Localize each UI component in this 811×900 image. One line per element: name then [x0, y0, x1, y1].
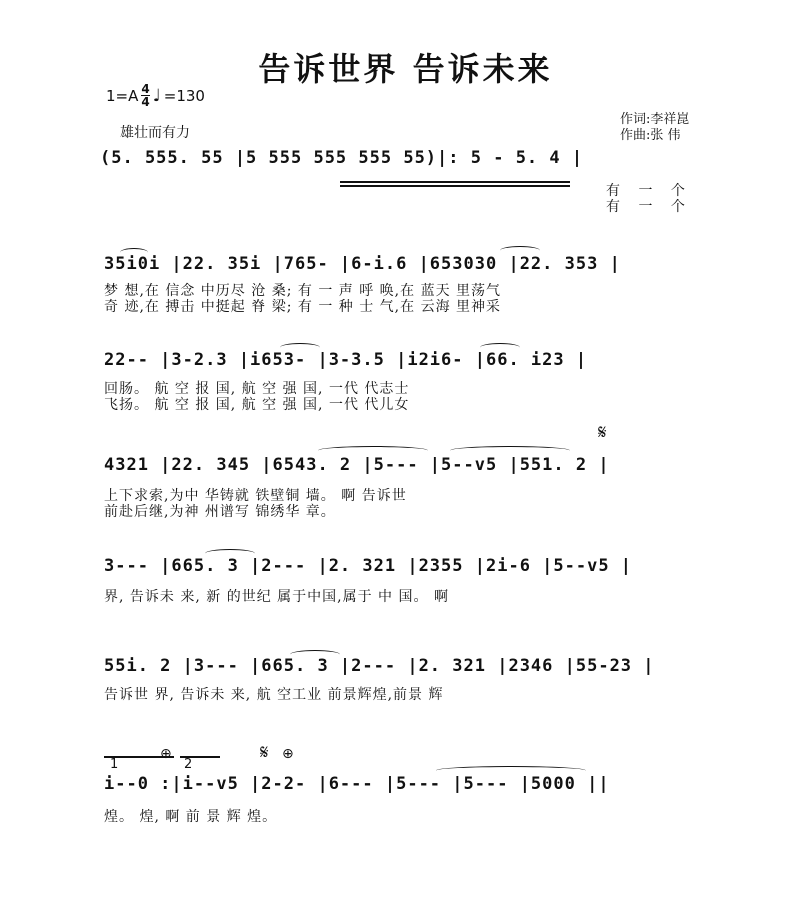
- segno-icon: 𝄋: [260, 740, 269, 764]
- key-tempo: [106, 83, 205, 108]
- lyrics-row-2-verse-2: 奇 迹,在 搏击 中挺起 脊 梁; 有 一 种 士 气,在 云海 里神采: [104, 299, 502, 315]
- lyrics-row-2-verse-1: 梦 想,在 信念 中历尽 沧 桑; 有 一 声 呼 唤,在 蓝天 里荡气: [104, 283, 502, 299]
- lyrics-row-7: 煌。 煌, 啊 前 景 辉 煌。: [104, 809, 278, 825]
- lyrics-row-4-verse-2: 前赴后继,为神 州谱写 锦绣华 章。: [104, 504, 336, 520]
- slur: [290, 650, 340, 659]
- slur: [318, 446, 428, 455]
- slur: [120, 248, 148, 257]
- slur: [280, 343, 320, 352]
- lyrics-row-5: 界, 告诉未 来, 新 的世纪 属于中国,属于 中 国。 啊: [104, 589, 449, 605]
- composer: 作曲:张 伟: [620, 128, 681, 143]
- lyricist: 作词:李祥崑: [620, 112, 690, 127]
- beam: [340, 181, 570, 183]
- song-title: 告诉世界 告诉未来: [258, 50, 553, 88]
- expression-mark: 雄壮而有力: [120, 125, 190, 141]
- lyrics-row-3-verse-2: 飞扬。 航 空 报 国, 航 空 强 国, 一代 代儿女: [104, 397, 410, 413]
- lyrics-row-6: 告诉世 界, 告诉未 来, 航 空工业 前景辉煌,前景 辉: [104, 687, 444, 703]
- volta-1-label: 1: [110, 757, 119, 772]
- notation-row-4: 4321 |22. 345 |6543. 2 |5--- |5--v5 |551. 2 |: [104, 455, 610, 475]
- coda-icon: ⊕: [160, 746, 172, 762]
- notation-row-3: 22-- |3-2.3 |i653- |3-3.5 |i2i6- |66. i23 |: [104, 350, 588, 370]
- notation-row-1: (5. 555. 55 |5 555 555 555 55)|: 5 - 5. 4 |: [100, 148, 584, 168]
- beam: [340, 185, 570, 187]
- notation-row-6: 55i. 2 |3--- |665. 3 |2--- |2. 321 |2346 |55-23 |: [104, 656, 655, 676]
- slur: [480, 343, 520, 352]
- tie: [450, 446, 570, 455]
- notation-row-5: 3--- |665. 3 |2--- |2. 321 |2355 |2i-6 |5--v5 |: [104, 556, 633, 576]
- lyrics-row-4-verse-1: 上下求索,为中 华铸就 铁壁铜 墙。 啊 告诉世: [104, 488, 407, 504]
- tie: [436, 766, 586, 775]
- time-signature: 4 4: [141, 82, 150, 109]
- notation-row-2: 35i0i |22. 35i |765- |6-i.6 |653030 |22. 353 |: [104, 254, 621, 274]
- lyrics-row-3-verse-1: 回肠。 航 空 报 国, 航 空 强 国, 一代 代志士: [104, 381, 410, 397]
- lyrics-row-1-verse-2: 有 一 个: [606, 199, 686, 215]
- volta-2-label: 2: [184, 757, 193, 772]
- notation-row-7: i--0 :|i--v5 |2-2- |6--- |5--- |5--- |5000 ||: [104, 774, 610, 794]
- slur: [205, 549, 255, 558]
- tempo-value: =130: [163, 86, 205, 105]
- coda-icon: ⊕: [282, 746, 294, 762]
- quarter-note-icon: ♩: [152, 85, 161, 106]
- lyrics-row-1-verse-1: 有 一 个: [606, 183, 686, 199]
- key-signature: 1=A: [106, 86, 139, 105]
- segno-icon: 𝄋: [598, 420, 607, 444]
- slur: [500, 246, 540, 255]
